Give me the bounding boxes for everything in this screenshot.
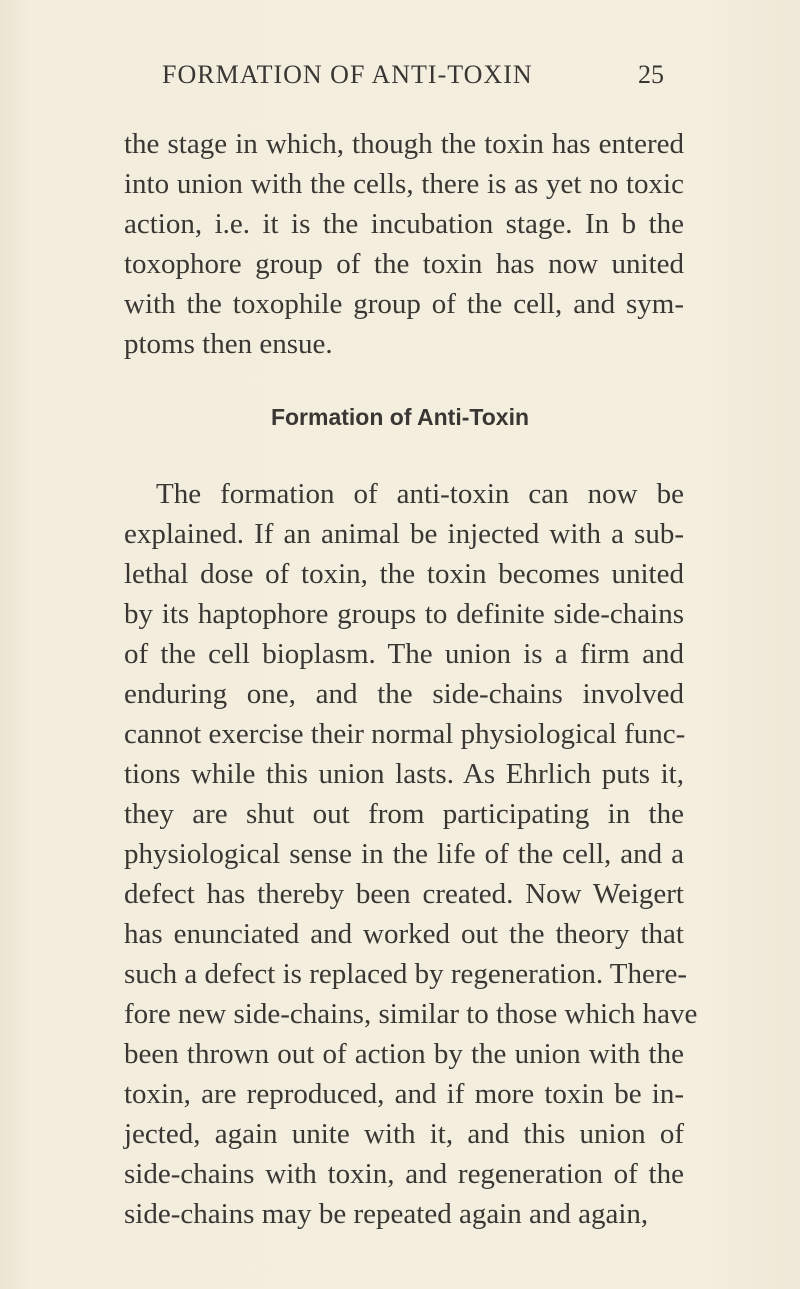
text-line: fore new side-chains, similar to those which have bbox=[124, 998, 698, 1030]
text-line: cannot exercise their normal physiological func- bbox=[124, 718, 686, 750]
running-title: FORMATION OF ANTI-TOXIN bbox=[162, 60, 533, 89]
text-line: jected, again unite with it, and this union of bbox=[124, 1118, 684, 1150]
text-line: toxin, are reproduced, and if more toxin be in- bbox=[124, 1078, 684, 1110]
text-line: been thrown out of action by the union with the bbox=[124, 1038, 684, 1070]
text-line: has enunciated and worked out the theory that bbox=[124, 918, 684, 950]
text-line: into union with the cells, there is as yet no toxic bbox=[124, 168, 684, 200]
text-line: defect has thereby been created. Now Weigert bbox=[124, 878, 684, 910]
running-header bbox=[0, 60, 800, 100]
text-line: physiological sense in the life of the cell, and a bbox=[124, 838, 684, 870]
text-line: side-chains may be repeated again and again, bbox=[124, 1198, 649, 1230]
text-line: tions while this union lasts. As Ehrlich puts it, bbox=[124, 758, 684, 790]
text-line: side-chains with toxin, and regeneration of the bbox=[124, 1158, 684, 1190]
text-line: of the cell bioplasm. The union is a firm and bbox=[124, 638, 684, 670]
page-number: 25 bbox=[638, 60, 664, 89]
text-line: ptoms then ensue. bbox=[124, 328, 333, 360]
text-line: by its haptophore groups to definite side-chains bbox=[124, 598, 684, 630]
text-line: explained. If an animal be injected with a sub- bbox=[124, 518, 684, 550]
paragraph-formation bbox=[124, 474, 698, 1234]
text-line: such a defect is replaced by regeneration. There- bbox=[124, 958, 688, 990]
section-heading: Formation of Anti-Toxin bbox=[270, 404, 530, 430]
text-line: with the toxophile group of the cell, and sym- bbox=[124, 288, 684, 320]
text-line: they are shut out from participating in the bbox=[124, 798, 684, 830]
text-line: lethal dose of toxin, the toxin becomes united bbox=[124, 558, 684, 590]
text-line: toxophore group of the toxin has now united bbox=[124, 248, 684, 280]
text-line: The formation of anti-toxin can now be bbox=[156, 478, 684, 510]
paragraph-incubation bbox=[124, 124, 684, 364]
text-line: the stage in which, though the toxin has entered bbox=[124, 128, 684, 160]
text-line: action, i.e. it is the incubation stage. In b the bbox=[124, 208, 684, 240]
text-line: enduring one, and the side-chains involved bbox=[124, 678, 684, 710]
